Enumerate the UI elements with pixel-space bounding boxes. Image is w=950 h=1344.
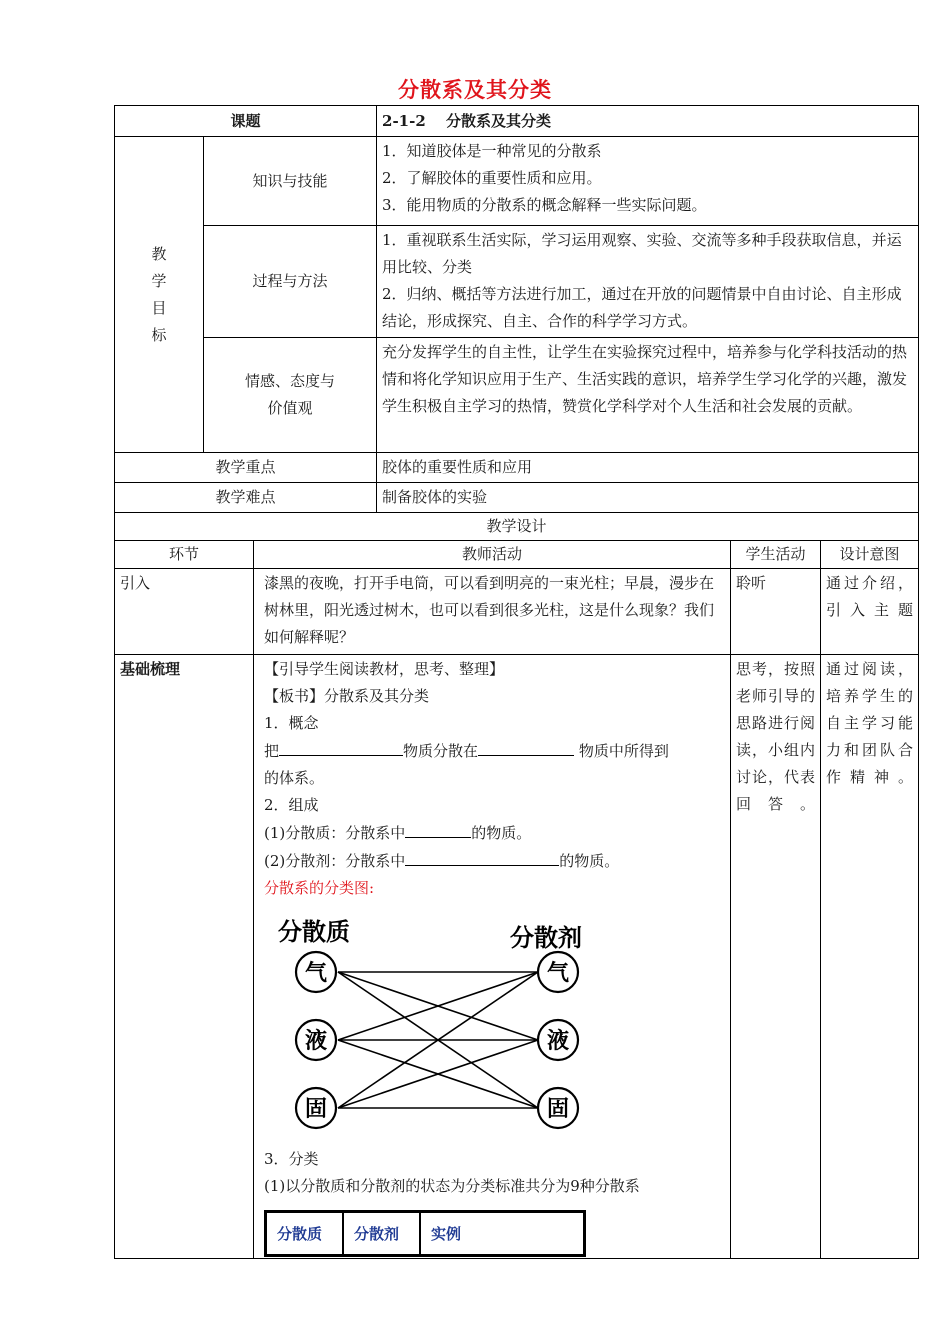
basics-student: 思考，按照老师引导的思路进行阅读，小组内讨论，代表回答。 (731, 655, 821, 1259)
dispersed-text: (1)分散质：分散系中 (264, 824, 406, 842)
basics-guide: 【引导学生阅读教材，思考、整理】 (264, 660, 505, 678)
diagram-links (338, 972, 538, 1108)
basics-teacher (254, 655, 731, 1259)
basics-intent: 通过阅读，培养学生的自主学习能力和团队合作精神。 (821, 655, 919, 1259)
knowledge-label: 知识与技能 (204, 137, 377, 226)
objectives-label-char: 教 (151, 244, 167, 263)
concept-line-2: 的体系。 (264, 769, 325, 787)
design-header-row (115, 541, 919, 569)
concept-text: 物质分散在 (403, 742, 479, 760)
fill-blank (279, 737, 403, 756)
classification-header-row (266, 1212, 585, 1256)
process-label: 过程与方法 (204, 226, 377, 338)
header-teacher: 教师活动 (254, 541, 731, 569)
medium-text: (2)分散剂：分散系中 (264, 852, 406, 870)
emotion-content: 充分发挥学生的自主性，让学生在实验探究过程中，培养参与化学科技活动的热情和将化学知识应用于生产、生活实践的意识，培养学生学习化学的兴趣，激发学生积极自主学习的热情，赞赏化学科学对个人生活和社会发展的贡献。 (377, 338, 919, 453)
knowledge-item: 2．了解胶体的重要性质和应用。 (382, 169, 602, 187)
process-item: 2．归纳、概括等方法进行加工，通过在开放的问题情景中自由讨论、自主形成结论，形成探究、自主、合作的科学学习方式。 (382, 285, 902, 330)
emotion-label (204, 338, 377, 453)
col-dispersed: 分散质 (266, 1212, 344, 1256)
knowledge-content (377, 137, 919, 226)
fill-blank (478, 737, 574, 756)
classification-table (264, 1210, 586, 1257)
objective-process-row (115, 226, 919, 338)
dispersed-line (264, 819, 725, 847)
key-point-label: 教学重点 (115, 453, 377, 483)
design-title-row (115, 513, 919, 541)
intro-intent: 通过介绍，引入主题 (821, 569, 919, 655)
fill-blank (405, 847, 559, 866)
header-stage: 环节 (115, 541, 254, 569)
dispersed-text: 的物质。 (471, 824, 532, 842)
concept-text: 把 (264, 742, 280, 760)
knowledge-item: 3．能用物质的分散系的概念解释一些实际问题。 (382, 196, 707, 214)
node-label: 气 (304, 960, 328, 986)
process-item: 1．重视联系生活实际，学习运用观察、实验、交流等多种手段获取信息，并运用比较、分类 (382, 231, 902, 276)
emotion-label-line: 情感、态度与 (245, 372, 336, 390)
concept-line (264, 737, 725, 765)
basics-row (115, 655, 919, 1259)
objectives-label-char: 标 (151, 325, 167, 344)
concept-heading: 1．概念 (264, 714, 319, 732)
topic-label: 课题 (115, 106, 377, 137)
diagram-left-title: 分散质 (278, 917, 350, 946)
page-title: 分散系及其分类 (398, 77, 552, 102)
lesson-plan-table (114, 105, 919, 1259)
objectives-label-char: 学 (151, 271, 167, 290)
classify-heading: 3．分类 (264, 1150, 319, 1168)
medium-text: 的物质。 (559, 852, 620, 870)
diagram-right-title: 分散剂 (510, 923, 582, 952)
emotion-label-line: 价值观 (267, 399, 313, 417)
header-intent: 设计意图 (821, 541, 919, 569)
diagram-caption: 分散系的分类图: (264, 879, 375, 897)
intro-student: 聆听 (731, 569, 821, 655)
design-title: 教学设计 (115, 513, 919, 541)
topic-value: 2-1-2 分散系及其分类 (377, 106, 919, 137)
basics-stage: 基础梳理 (115, 655, 254, 1259)
dispersion-diagram (264, 906, 594, 1146)
difficulty-value: 制备胶体的实验 (377, 483, 919, 513)
node-label: 气 (546, 960, 570, 986)
node-label: 固 (304, 1096, 328, 1122)
fill-blank (405, 819, 471, 838)
node-label: 液 (546, 1028, 570, 1054)
concept-text: 物质中所得到 (578, 742, 669, 760)
topic-row (115, 106, 919, 137)
classify-text: (1)以分散质和分散剂的状态为分类标准共分为9种分散系 (264, 1177, 640, 1195)
objectives-label-char: 目 (151, 298, 167, 317)
node-label: 液 (304, 1028, 328, 1054)
difficulty-label: 教学难点 (115, 483, 377, 513)
node-label: 固 (546, 1096, 570, 1122)
key-point-value: 胶体的重要性质和应用 (377, 453, 919, 483)
medium-line (264, 847, 725, 875)
objectives-label (115, 137, 204, 453)
process-content (377, 226, 919, 338)
col-example: 实例 (420, 1212, 585, 1256)
intro-stage: 引入 (115, 569, 254, 655)
col-medium: 分散剂 (343, 1212, 420, 1256)
intro-teacher: 漆黑的夜晚，打开手电筒，可以看到明亮的一束光柱；早晨，漫步在树林里，阳光透过树木，也可以看到很多光柱，这是什么现象？我们如何解释呢？ (254, 569, 731, 655)
basics-board: 【板书】分散系及其分类 (264, 687, 430, 705)
key-point-row (115, 453, 919, 483)
header-student: 学生活动 (731, 541, 821, 569)
objective-emotion-row (115, 338, 919, 453)
knowledge-item: 1．知道胶体是一种常见的分散系 (382, 142, 602, 160)
objective-knowledge-row (115, 137, 919, 226)
composition-heading: 2．组成 (264, 796, 319, 814)
intro-row (115, 569, 919, 655)
difficulty-row (115, 483, 919, 513)
